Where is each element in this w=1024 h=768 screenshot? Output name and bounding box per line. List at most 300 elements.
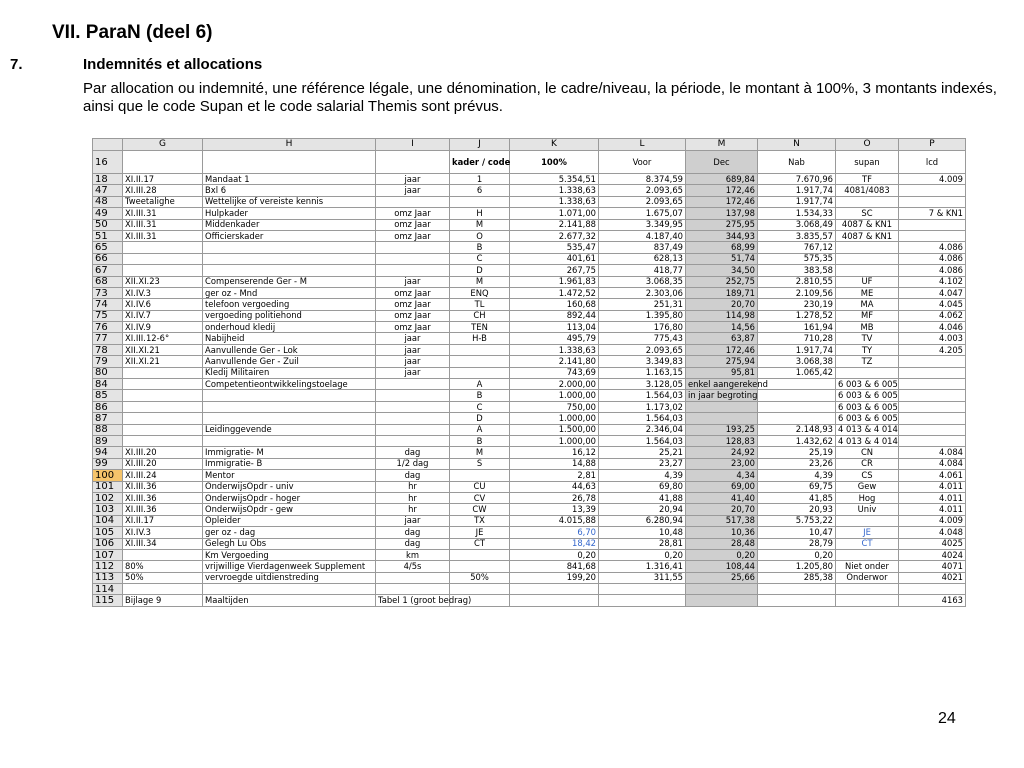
cell-m[interactable]: 14,56 xyxy=(686,322,758,333)
cell-m[interactable] xyxy=(686,401,758,412)
cell-l[interactable] xyxy=(599,584,686,595)
cell-g[interactable]: XI.IV.7 xyxy=(123,310,203,321)
cell-p[interactable] xyxy=(899,367,966,378)
cell-g[interactable] xyxy=(123,253,203,264)
cell-g[interactable] xyxy=(123,379,203,390)
row-number[interactable]: 112 xyxy=(93,561,123,572)
cell-l[interactable]: 251,31 xyxy=(599,299,686,310)
cell-j[interactable]: CH xyxy=(450,310,510,321)
cell-p[interactable]: 4.045 xyxy=(899,299,966,310)
cell-n[interactable]: 1.534,33 xyxy=(758,208,836,219)
cell-o[interactable]: 4 013 & 4 014 xyxy=(836,424,899,435)
cell-l[interactable]: 0,20 xyxy=(599,549,686,560)
cell-k[interactable]: 535,47 xyxy=(510,242,599,253)
row-number[interactable]: 66 xyxy=(93,253,123,264)
row-number[interactable]: 16 xyxy=(93,151,123,174)
cell-l[interactable]: 3.349,95 xyxy=(599,219,686,230)
cell-n[interactable] xyxy=(758,379,836,390)
column-header-n[interactable]: N xyxy=(758,139,836,151)
cell-n[interactable]: 3.835,57 xyxy=(758,230,836,241)
cell-h[interactable] xyxy=(203,390,376,401)
cell-j[interactable] xyxy=(450,367,510,378)
cell-g[interactable]: 80% xyxy=(123,561,203,572)
cell-h[interactable]: Gelegh Lu Obs xyxy=(203,538,376,549)
cell-l[interactable]: 1.564,03 xyxy=(599,390,686,401)
cell-k[interactable]: 1.071,00 xyxy=(510,208,599,219)
cell-m[interactable]: 275,95 xyxy=(686,219,758,230)
cell-g[interactable]: XI.II.17 xyxy=(123,174,203,185)
cell-o[interactable]: 4087 & KN1 xyxy=(836,230,899,241)
cell-o[interactable] xyxy=(836,196,899,207)
cell-p[interactable] xyxy=(899,390,966,401)
row-number[interactable]: 104 xyxy=(93,515,123,526)
cell-i[interactable]: omz Jaar xyxy=(376,322,450,333)
cell-i[interactable]: jaar xyxy=(376,367,450,378)
cell-k[interactable]: 1.500,00 xyxy=(510,424,599,435)
cell-p[interactable]: 7 & KN1 xyxy=(899,208,966,219)
row-number[interactable]: 84 xyxy=(93,379,123,390)
cell-p[interactable]: 4.011 xyxy=(899,504,966,515)
cell-k[interactable]: 1.338,63 xyxy=(510,344,599,355)
cell-i[interactable]: dag xyxy=(376,470,450,481)
cell-h[interactable]: Opleider xyxy=(203,515,376,526)
cell-p[interactable]: 4.047 xyxy=(899,287,966,298)
cell-o[interactable]: 4087 & KN1 xyxy=(836,219,899,230)
row-number[interactable]: 107 xyxy=(93,549,123,560)
cell-n[interactable]: Nab xyxy=(758,151,836,174)
cell-h[interactable]: Aanvullende Ger - Zuil xyxy=(203,356,376,367)
row-number[interactable]: 49 xyxy=(93,208,123,219)
cell-l[interactable]: 8.374,59 xyxy=(599,174,686,185)
cell-p[interactable] xyxy=(899,196,966,207)
cell-k[interactable]: 16,12 xyxy=(510,447,599,458)
cell-g[interactable]: Bijlage 9 xyxy=(123,595,203,606)
cell-g[interactable] xyxy=(123,549,203,560)
cell-j[interactable]: TX xyxy=(450,515,510,526)
cell-j[interactable]: B xyxy=(450,242,510,253)
cell-p[interactable] xyxy=(899,424,966,435)
cell-m[interactable]: 51,74 xyxy=(686,253,758,264)
cell-g[interactable]: XI.III.31 xyxy=(123,219,203,230)
cell-h[interactable]: OnderwijsOpdr - gew xyxy=(203,504,376,515)
cell-k[interactable]: 743,69 xyxy=(510,367,599,378)
cell-m[interactable] xyxy=(686,595,758,606)
cell-p[interactable]: 4.102 xyxy=(899,276,966,287)
cell-h[interactable]: Nabijheid xyxy=(203,333,376,344)
cell-p[interactable]: 4.086 xyxy=(899,265,966,276)
cell-g[interactable] xyxy=(123,390,203,401)
cell-o[interactable] xyxy=(836,253,899,264)
cell-j[interactable]: kader / code xyxy=(450,151,510,174)
cell-m[interactable]: 68,99 xyxy=(686,242,758,253)
cell-h[interactable]: Bxl 6 xyxy=(203,185,376,196)
cell-m[interactable]: Dec xyxy=(686,151,758,174)
cell-o[interactable]: Univ xyxy=(836,504,899,515)
cell-i[interactable] xyxy=(376,413,450,424)
cell-l[interactable]: 2.346,04 xyxy=(599,424,686,435)
cell-i[interactable]: dag xyxy=(376,527,450,538)
cell-o[interactable]: Gew xyxy=(836,481,899,492)
cell-o[interactable]: UF xyxy=(836,276,899,287)
cell-k[interactable]: 267,75 xyxy=(510,265,599,276)
cell-o[interactable]: supan xyxy=(836,151,899,174)
cell-m[interactable]: 24,92 xyxy=(686,447,758,458)
cell-j[interactable]: CT xyxy=(450,538,510,549)
cell-j[interactable]: M xyxy=(450,276,510,287)
cell-l[interactable]: 311,55 xyxy=(599,572,686,583)
cell-j[interactable]: S xyxy=(450,458,510,469)
cell-n[interactable]: 69,75 xyxy=(758,481,836,492)
cell-i[interactable]: jaar xyxy=(376,333,450,344)
row-number[interactable]: 85 xyxy=(93,390,123,401)
cell-p[interactable]: 4071 xyxy=(899,561,966,572)
cell-j[interactable]: 1 xyxy=(450,174,510,185)
cell-j[interactable]: B xyxy=(450,390,510,401)
cell-j[interactable]: H-B xyxy=(450,333,510,344)
cell-k[interactable]: 1.338,63 xyxy=(510,196,599,207)
cell-m[interactable]: 344,93 xyxy=(686,230,758,241)
cell-n[interactable]: 1.917,74 xyxy=(758,196,836,207)
cell-n[interactable]: 25,19 xyxy=(758,447,836,458)
cell-m[interactable]: in jaar begroting xyxy=(686,390,758,401)
cell-o[interactable]: MB xyxy=(836,322,899,333)
cell-l[interactable]: 41,88 xyxy=(599,492,686,503)
cell-g[interactable]: XI.III.36 xyxy=(123,492,203,503)
cell-i[interactable]: jaar xyxy=(376,515,450,526)
cell-l[interactable]: 3.349,83 xyxy=(599,356,686,367)
cell-i[interactable] xyxy=(376,401,450,412)
cell-m[interactable]: 193,25 xyxy=(686,424,758,435)
cell-l[interactable]: 10,48 xyxy=(599,527,686,538)
row-number[interactable]: 89 xyxy=(93,435,123,446)
cell-j[interactable]: M xyxy=(450,219,510,230)
row-number[interactable]: 106 xyxy=(93,538,123,549)
cell-m[interactable]: 275,94 xyxy=(686,356,758,367)
cell-l[interactable]: 3.128,05 xyxy=(599,379,686,390)
cell-k[interactable] xyxy=(510,584,599,595)
cell-j[interactable]: CU xyxy=(450,481,510,492)
cell-h[interactable]: Compenserende Ger - M xyxy=(203,276,376,287)
cell-n[interactable]: 230,19 xyxy=(758,299,836,310)
cell-n[interactable]: 2.148,93 xyxy=(758,424,836,435)
cell-k[interactable]: 26,78 xyxy=(510,492,599,503)
cell-i[interactable]: jaar xyxy=(376,276,450,287)
cell-l[interactable]: 1.675,07 xyxy=(599,208,686,219)
row-number[interactable]: 47 xyxy=(93,185,123,196)
cell-h[interactable]: telefoon vergoeding xyxy=(203,299,376,310)
cell-h[interactable]: Hulpkader xyxy=(203,208,376,219)
cell-o[interactable]: 6 003 & 6 005 xyxy=(836,413,899,424)
cell-g[interactable]: XI.IV.9 xyxy=(123,322,203,333)
cell-i[interactable]: hr xyxy=(376,492,450,503)
cell-p[interactable]: 4.086 xyxy=(899,242,966,253)
row-number[interactable]: 76 xyxy=(93,322,123,333)
cell-n[interactable]: 1.917,74 xyxy=(758,344,836,355)
cell-l[interactable]: 176,80 xyxy=(599,322,686,333)
cell-p[interactable] xyxy=(899,356,966,367)
cell-l[interactable]: 2.093,65 xyxy=(599,196,686,207)
cell-g[interactable] xyxy=(123,424,203,435)
cell-i[interactable] xyxy=(376,253,450,264)
row-number[interactable]: 75 xyxy=(93,310,123,321)
cell-l[interactable]: 418,77 xyxy=(599,265,686,276)
cell-l[interactable]: 28,81 xyxy=(599,538,686,549)
row-number[interactable]: 115 xyxy=(93,595,123,606)
cell-h[interactable]: ger oz - Mnd xyxy=(203,287,376,298)
cell-n[interactable] xyxy=(758,390,836,401)
cell-i[interactable] xyxy=(376,242,450,253)
cell-i[interactable]: 1/2 dag xyxy=(376,458,450,469)
cell-m[interactable]: 95,81 xyxy=(686,367,758,378)
cell-l[interactable]: 2.303,06 xyxy=(599,287,686,298)
cell-o[interactable]: CS xyxy=(836,470,899,481)
cell-h[interactable]: Officierskader xyxy=(203,230,376,241)
cell-g[interactable] xyxy=(123,265,203,276)
cell-h[interactable] xyxy=(203,435,376,446)
cell-n[interactable]: 4,39 xyxy=(758,470,836,481)
cell-n[interactable]: 0,20 xyxy=(758,549,836,560)
cell-n[interactable]: 20,93 xyxy=(758,504,836,515)
cell-n[interactable]: 28,79 xyxy=(758,538,836,549)
cell-l[interactable]: 20,94 xyxy=(599,504,686,515)
cell-k[interactable]: 199,20 xyxy=(510,572,599,583)
cell-n[interactable]: 3.068,49 xyxy=(758,219,836,230)
cell-o[interactable]: CT xyxy=(836,538,899,549)
cell-l[interactable]: 1.163,15 xyxy=(599,367,686,378)
cell-i[interactable]: 4/5s xyxy=(376,561,450,572)
cell-p[interactable] xyxy=(899,219,966,230)
row-number[interactable]: 51 xyxy=(93,230,123,241)
cell-o[interactable] xyxy=(836,515,899,526)
cell-p[interactable]: lcd xyxy=(899,151,966,174)
cell-o[interactable]: SC xyxy=(836,208,899,219)
cell-i[interactable] xyxy=(376,379,450,390)
cell-l[interactable]: 25,21 xyxy=(599,447,686,458)
cell-o[interactable]: CR xyxy=(836,458,899,469)
cell-h[interactable]: vrijwillige Vierdagenweek Supplement xyxy=(203,561,376,572)
cell-n[interactable]: 1.278,52 xyxy=(758,310,836,321)
column-header-p[interactable]: P xyxy=(899,139,966,151)
cell-i[interactable]: km xyxy=(376,549,450,560)
cell-g[interactable]: XI.II.17 xyxy=(123,515,203,526)
cell-j[interactable]: 6 xyxy=(450,185,510,196)
cell-h[interactable]: OnderwijsOpdr - hoger xyxy=(203,492,376,503)
cell-g[interactable] xyxy=(123,584,203,595)
row-number[interactable]: 103 xyxy=(93,504,123,515)
cell-g[interactable]: XI.III.31 xyxy=(123,230,203,241)
cell-g[interactable]: Tweetalighe xyxy=(123,196,203,207)
cell-k[interactable]: 44,63 xyxy=(510,481,599,492)
cell-n[interactable]: 1.065,42 xyxy=(758,367,836,378)
cell-m[interactable]: 41,40 xyxy=(686,492,758,503)
cell-m[interactable]: 689,84 xyxy=(686,174,758,185)
cell-l[interactable]: 1.395,80 xyxy=(599,310,686,321)
cell-m[interactable]: 4,34 xyxy=(686,470,758,481)
cell-p[interactable]: 4.003 xyxy=(899,333,966,344)
cell-k[interactable]: 2.677,32 xyxy=(510,230,599,241)
cell-g[interactable]: XII.XI.23 xyxy=(123,276,203,287)
cell-m[interactable]: 23,00 xyxy=(686,458,758,469)
cell-n[interactable]: 1.205,80 xyxy=(758,561,836,572)
cell-k[interactable]: 13,39 xyxy=(510,504,599,515)
cell-i[interactable]: Tabel 1 (groot bedrag) xyxy=(376,595,450,606)
cell-p[interactable] xyxy=(899,230,966,241)
cell-k[interactable]: 14,88 xyxy=(510,458,599,469)
cell-n[interactable]: 383,58 xyxy=(758,265,836,276)
cell-o[interactable]: TZ xyxy=(836,356,899,367)
cell-j[interactable]: A xyxy=(450,424,510,435)
cell-h[interactable]: vervroegde uitdienstreding xyxy=(203,572,376,583)
cell-m[interactable]: 189,71 xyxy=(686,287,758,298)
cell-i[interactable] xyxy=(376,196,450,207)
cell-k[interactable]: 2.000,00 xyxy=(510,379,599,390)
row-number[interactable]: 18 xyxy=(93,174,123,185)
cell-m[interactable]: 128,83 xyxy=(686,435,758,446)
cell-j[interactable]: B xyxy=(450,435,510,446)
cell-o[interactable]: 4081/4083 xyxy=(836,185,899,196)
cell-j[interactable] xyxy=(450,470,510,481)
column-header-g[interactable]: G xyxy=(123,139,203,151)
cell-m[interactable]: 252,75 xyxy=(686,276,758,287)
cell-j[interactable] xyxy=(450,584,510,595)
row-number[interactable]: 101 xyxy=(93,481,123,492)
cell-n[interactable]: 3.068,38 xyxy=(758,356,836,367)
row-number[interactable]: 65 xyxy=(93,242,123,253)
row-number[interactable]: 114 xyxy=(93,584,123,595)
cell-p[interactable]: 4.084 xyxy=(899,447,966,458)
cell-h[interactable]: vergoeding politiehond xyxy=(203,310,376,321)
cell-l[interactable]: Voor xyxy=(599,151,686,174)
column-header-o[interactable]: O xyxy=(836,139,899,151)
cell-o[interactable]: MA xyxy=(836,299,899,310)
row-number[interactable]: 102 xyxy=(93,492,123,503)
cell-h[interactable]: Immigratie- B xyxy=(203,458,376,469)
cell-l[interactable]: 1.564,03 xyxy=(599,435,686,446)
cell-p[interactable]: 4.009 xyxy=(899,515,966,526)
cell-l[interactable]: 2.093,65 xyxy=(599,185,686,196)
cell-h[interactable]: Mentor xyxy=(203,470,376,481)
cell-l[interactable]: 4,39 xyxy=(599,470,686,481)
row-number[interactable]: 50 xyxy=(93,219,123,230)
cell-m[interactable]: 10,36 xyxy=(686,527,758,538)
cell-k[interactable]: 5.354,51 xyxy=(510,174,599,185)
cell-i[interactable]: omz Jaar xyxy=(376,230,450,241)
cell-g[interactable]: XII.XI.21 xyxy=(123,356,203,367)
column-header-m[interactable]: M xyxy=(686,139,758,151)
row-number[interactable]: 77 xyxy=(93,333,123,344)
cell-n[interactable] xyxy=(758,595,836,606)
cell-p[interactable] xyxy=(899,401,966,412)
cell-g[interactable] xyxy=(123,435,203,446)
cell-i[interactable] xyxy=(376,390,450,401)
cell-i[interactable]: dag xyxy=(376,538,450,549)
cell-k[interactable]: 2,81 xyxy=(510,470,599,481)
cell-h[interactable] xyxy=(203,253,376,264)
cell-m[interactable]: 517,38 xyxy=(686,515,758,526)
cell-m[interactable]: 108,44 xyxy=(686,561,758,572)
cell-i[interactable]: omz Jaar xyxy=(376,310,450,321)
cell-j[interactable]: CW xyxy=(450,504,510,515)
cell-o[interactable] xyxy=(836,265,899,276)
cell-n[interactable]: 7.670,96 xyxy=(758,174,836,185)
cell-p[interactable]: 4.011 xyxy=(899,481,966,492)
row-number[interactable]: 88 xyxy=(93,424,123,435)
cell-m[interactable]: 114,98 xyxy=(686,310,758,321)
cell-p[interactable]: 4.048 xyxy=(899,527,966,538)
cell-n[interactable]: 5.753,22 xyxy=(758,515,836,526)
cell-i[interactable] xyxy=(376,151,450,174)
cell-o[interactable]: CN xyxy=(836,447,899,458)
cell-m[interactable]: 172,46 xyxy=(686,196,758,207)
cell-j[interactable]: C xyxy=(450,401,510,412)
cell-g[interactable]: XI.III.12-6° xyxy=(123,333,203,344)
cell-k[interactable]: 401,61 xyxy=(510,253,599,264)
cell-n[interactable]: 2.810,55 xyxy=(758,276,836,287)
row-number[interactable]: 99 xyxy=(93,458,123,469)
cell-j[interactable] xyxy=(450,344,510,355)
cell-n[interactable]: 23,26 xyxy=(758,458,836,469)
cell-i[interactable]: omz Jaar xyxy=(376,299,450,310)
row-number[interactable]: 113 xyxy=(93,572,123,583)
cell-o[interactable]: 6 003 & 6 005 xyxy=(836,390,899,401)
cell-o[interactable]: Onderwor xyxy=(836,572,899,583)
cell-k[interactable]: 0,20 xyxy=(510,549,599,560)
cell-i[interactable] xyxy=(376,265,450,276)
cell-o[interactable]: TF xyxy=(836,174,899,185)
cell-n[interactable]: 285,38 xyxy=(758,572,836,583)
cell-m[interactable]: 137,98 xyxy=(686,208,758,219)
cell-h[interactable]: ger oz - dag xyxy=(203,527,376,538)
cell-m[interactable]: 20,70 xyxy=(686,504,758,515)
cell-p[interactable] xyxy=(899,413,966,424)
cell-g[interactable]: 50% xyxy=(123,572,203,583)
cell-g[interactable]: XI.III.20 xyxy=(123,447,203,458)
cell-o[interactable]: 4 013 & 4 014 xyxy=(836,435,899,446)
cell-m[interactable]: enkel aangerekend xyxy=(686,379,758,390)
cell-l[interactable]: 628,13 xyxy=(599,253,686,264)
cell-k[interactable]: 18,42 xyxy=(510,538,599,549)
cell-i[interactable] xyxy=(376,424,450,435)
cell-j[interactable]: A xyxy=(450,379,510,390)
cell-h[interactable] xyxy=(203,242,376,253)
cell-j[interactable] xyxy=(450,356,510,367)
cell-m[interactable]: 172,46 xyxy=(686,185,758,196)
cell-h[interactable]: Maaltijden xyxy=(203,595,376,606)
cell-n[interactable]: 1.432,62 xyxy=(758,435,836,446)
cell-o[interactable]: 6 003 & 6 005 xyxy=(836,401,899,412)
cell-n[interactable]: 161,94 xyxy=(758,322,836,333)
cell-n[interactable] xyxy=(758,401,836,412)
cell-m[interactable]: 69,00 xyxy=(686,481,758,492)
cell-g[interactable] xyxy=(123,151,203,174)
row-number[interactable]: 48 xyxy=(93,196,123,207)
cell-g[interactable]: XI.IV.3 xyxy=(123,527,203,538)
cell-i[interactable]: hr xyxy=(376,504,450,515)
cell-j[interactable]: JE xyxy=(450,527,510,538)
cell-k[interactable] xyxy=(510,595,599,606)
cell-j[interactable]: TL xyxy=(450,299,510,310)
cell-m[interactable]: 20,70 xyxy=(686,299,758,310)
cell-j[interactable]: 50% xyxy=(450,572,510,583)
cell-p[interactable]: 4.205 xyxy=(899,344,966,355)
cell-j[interactable]: D xyxy=(450,265,510,276)
cell-n[interactable]: 1.917,74 xyxy=(758,185,836,196)
cell-o[interactable]: Niet onder xyxy=(836,561,899,572)
cell-k[interactable]: 1.338,63 xyxy=(510,185,599,196)
cell-h[interactable]: Competentieontwikkelingstoelage xyxy=(203,379,376,390)
cell-k[interactable]: 2.141,88 xyxy=(510,219,599,230)
cell-p[interactable]: 4.061 xyxy=(899,470,966,481)
